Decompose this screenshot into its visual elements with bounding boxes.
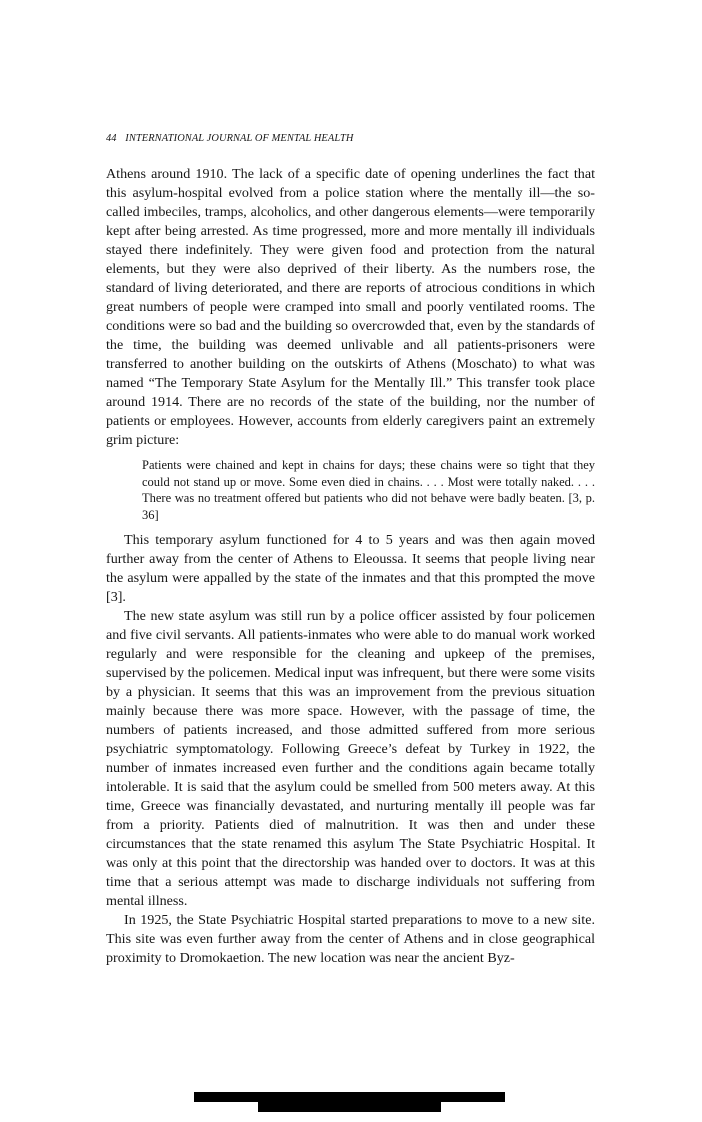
document-page (106, 132, 595, 968)
paragraph-2: This temporary asylum functioned for 4 to 5 years and was then again moved further away from the center of Athens to Eleoussa. It seems that people living near the asylum were appalled by the state of the inmates and that this prompted the move [3]. (106, 531, 595, 605)
running-header (106, 132, 595, 145)
paragraph-4: In 1925, the State Psychiatric Hospital started preparations to move to a new site. This site was even further away from the center of Athens and in close geographical proximity to Dromokaetion. The new location was near the ancient Byz- (106, 911, 595, 966)
paragraph-3: The new state asylum was still run by a police officer assisted by four policemen and five civil servants. All patients-inmates who were able to do manual work worked regularly and were responsible for the cleaning and upkeep of the premises, supervised by the policemen. Medical input was infrequent, but there were some visits by a physician. It seems that this was an improvement from the previous situation mainly because there was more space. However, with the passage of time, the numbers of patients increased, and those admitted suffered from more serious psychiatric symptomatology. Following Greece’s defeat by Turkey in 1922, the number of inmates increased even further and the conditions again became totally intolerable. It is said that the asylum could be smelled from 500 meters away. At this time, Greece was financially devastated, and nurturing mentally ill people was far from a priority. Patients died of malnutrition. It was then and under these circumstances that the state renamed this asylum The State Psychiatric Hospital. It was only at this point that the directorship was handed over to doctors. It was at this time that a serious attempt was made to discharge individuals not suffering from mental illness. (106, 607, 595, 909)
paragraph-1: Athens around 1910. The lack of a specific date of opening underlines the fact that this asylum-hospital evolved from a police station where the mentally ill—the so-called imbeciles, tramps, alcoholics, and other dangerous elements—were temporarily kept after being arrested. As time progressed, more and more mentally ill individuals stayed there indefinitely. They were given food and protection from the natural elements, but they were also deprived of their liberty. As the numbers rose, the standard of living deteriorated, and there are reports of atrocious conditions in which great numbers of people were cramped into small and poorly ventilated rooms. The conditions were so bad and the building so overcrowded that, even by the standards of the time, the building was deemed unlivable and all patients-prisoners were transferred to another building on the outskirts of Athens (Moschato) to what was named “The Temporary State Asylum for the Mentally Ill.” This transfer took place around 1914. There are no records of the state of the building, nor the number of patients or employees. However, accounts from elderly caregivers paint an extremely grim picture: (106, 166, 595, 448)
redaction-bar-lower (258, 1101, 441, 1112)
page-number: 44 (106, 133, 117, 144)
article-body (106, 165, 595, 968)
journal-title: INTERNATIONAL JOURNAL OF MENTAL HEALTH (125, 133, 354, 144)
block-quote: Patients were chained and kept in chains for days; these chains were so tight that they could not stand up or move. Some even died in chains. . . . Most were totally naked. . . . There was no treatment offered but patients who did not behave were badly beaten. [3, p. 36] (142, 458, 595, 523)
